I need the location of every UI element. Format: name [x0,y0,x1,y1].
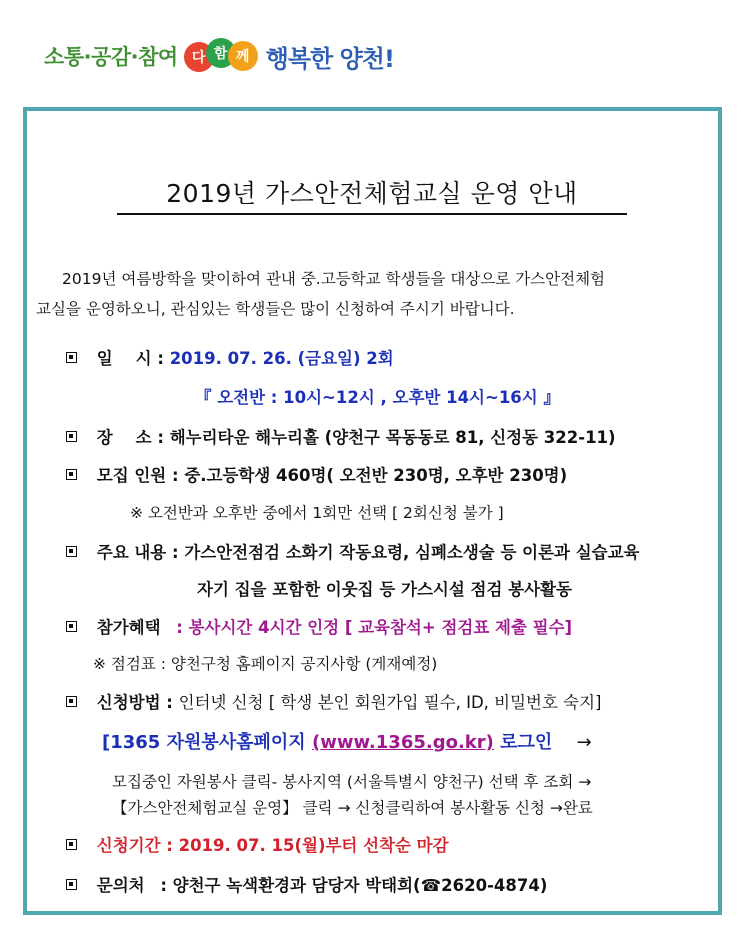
square-bullet-icon [66,431,77,442]
apply-label: 신청방법 : [96,693,173,712]
content-value-2: 자기 집을 포함한 이웃집 등 가스시설 점검 봉사활동 [197,580,572,599]
place-value: 해누리타운 해누리홀 (양천구 목동동로 81, 신정동 322-11) [169,428,616,447]
apply-site-suffix: 로그인 [493,732,553,753]
content-value-1: 가스안전점검 소화기 작동요령, 심폐소생술 등 이론과 실습교육 [184,543,640,562]
document-title: 2019년 가스안전체험교실 운영 안내 [117,174,627,215]
contact-value: : 양천구 녹색환경과 담당자 박태희(☎2620-4874) [160,876,548,895]
logo-char-2: 함 [206,38,236,68]
intro-paragraph [36,264,706,324]
apply-site-prefix: [1365 자원봉사홈페이지 [102,732,312,753]
row-benefit [66,614,572,638]
square-bullet-icon [66,352,77,363]
slogan-right: 행복한 양천! [265,44,394,73]
header-slogan [44,36,394,76]
apply-value: 인터넷 신청 [ 학생 본인 회원가입 필수, ID, 비밀번호 숙지] [178,693,602,712]
benefit-label: 참가혜택 [96,618,161,637]
square-bullet-icon [66,879,77,890]
square-bullet-icon [66,546,77,557]
row-recruit [66,462,567,486]
benefit-note: ※ 점검표 : 양천구청 홈페이지 공지사항 (게재예정) [93,655,438,673]
logo-char-1: 다 [184,42,214,72]
contact-label: 문의처 [96,876,145,895]
row-apply [66,689,601,713]
intro-line-1: 2019년 여름방학을 맞이하여 관내 중.고등학교 학생들을 대상으로 가스안전체험 [62,270,606,288]
schedule-label: 일 시 : [96,349,164,368]
schedule-value: 2019. 07. 26. (금요일) 2회 [169,349,394,368]
square-bullet-icon [66,621,77,632]
square-bullet-icon [66,469,77,480]
benefit-value: : 봉사시간 4시간 인정 [ 교육참석+ 점검표 제출 필수] [176,618,573,637]
logo-char-3: 께 [228,41,258,71]
row-content [66,539,640,563]
apply-arrow: → [576,732,592,753]
apply-step-2: 【가스안전체험교실 운영】 클릭 → 신청클릭하여 봉사활동 신청 →완료 [112,799,593,817]
apply-step-1: 모집중인 자원봉사 클릭- 봉사지역 (서울특별시 양천구) 선택 후 조회 → [112,773,592,791]
row-schedule [66,345,394,369]
row-contact [66,872,547,896]
square-bullet-icon [66,696,77,707]
schedule-detail: 『 오전반 : 10시~12시 , 오후반 14시~16시 』 [195,388,560,407]
apply-site-link[interactable]: (www.1365.go.kr) [311,732,494,753]
square-bullet-icon [66,839,77,850]
row-period [66,832,449,856]
apply-site-line [102,728,592,754]
content-label: 주요 내용 : [96,543,179,562]
recruit-value: 중.고등학생 460명( 오전반 230명, 오후반 230명) [184,466,568,485]
intro-line-2: 교실을 운영하오니, 관심있는 학생들은 많이 신청하여 주시기 바랍니다. [36,300,515,318]
place-label: 장 소 : [96,428,164,447]
period-text: 신청기간 : 2019. 07. 15(월)부터 선착순 마감 [96,836,449,855]
recruit-label: 모집 인원 : [96,466,179,485]
row-place [66,424,616,448]
slogan-left: 소통·공감·참여 [44,45,178,69]
together-logo [184,36,260,76]
recruit-note: ※ 오전반과 오후반 중에서 1회만 선택 [ 2회신청 불가 ] [130,504,504,522]
